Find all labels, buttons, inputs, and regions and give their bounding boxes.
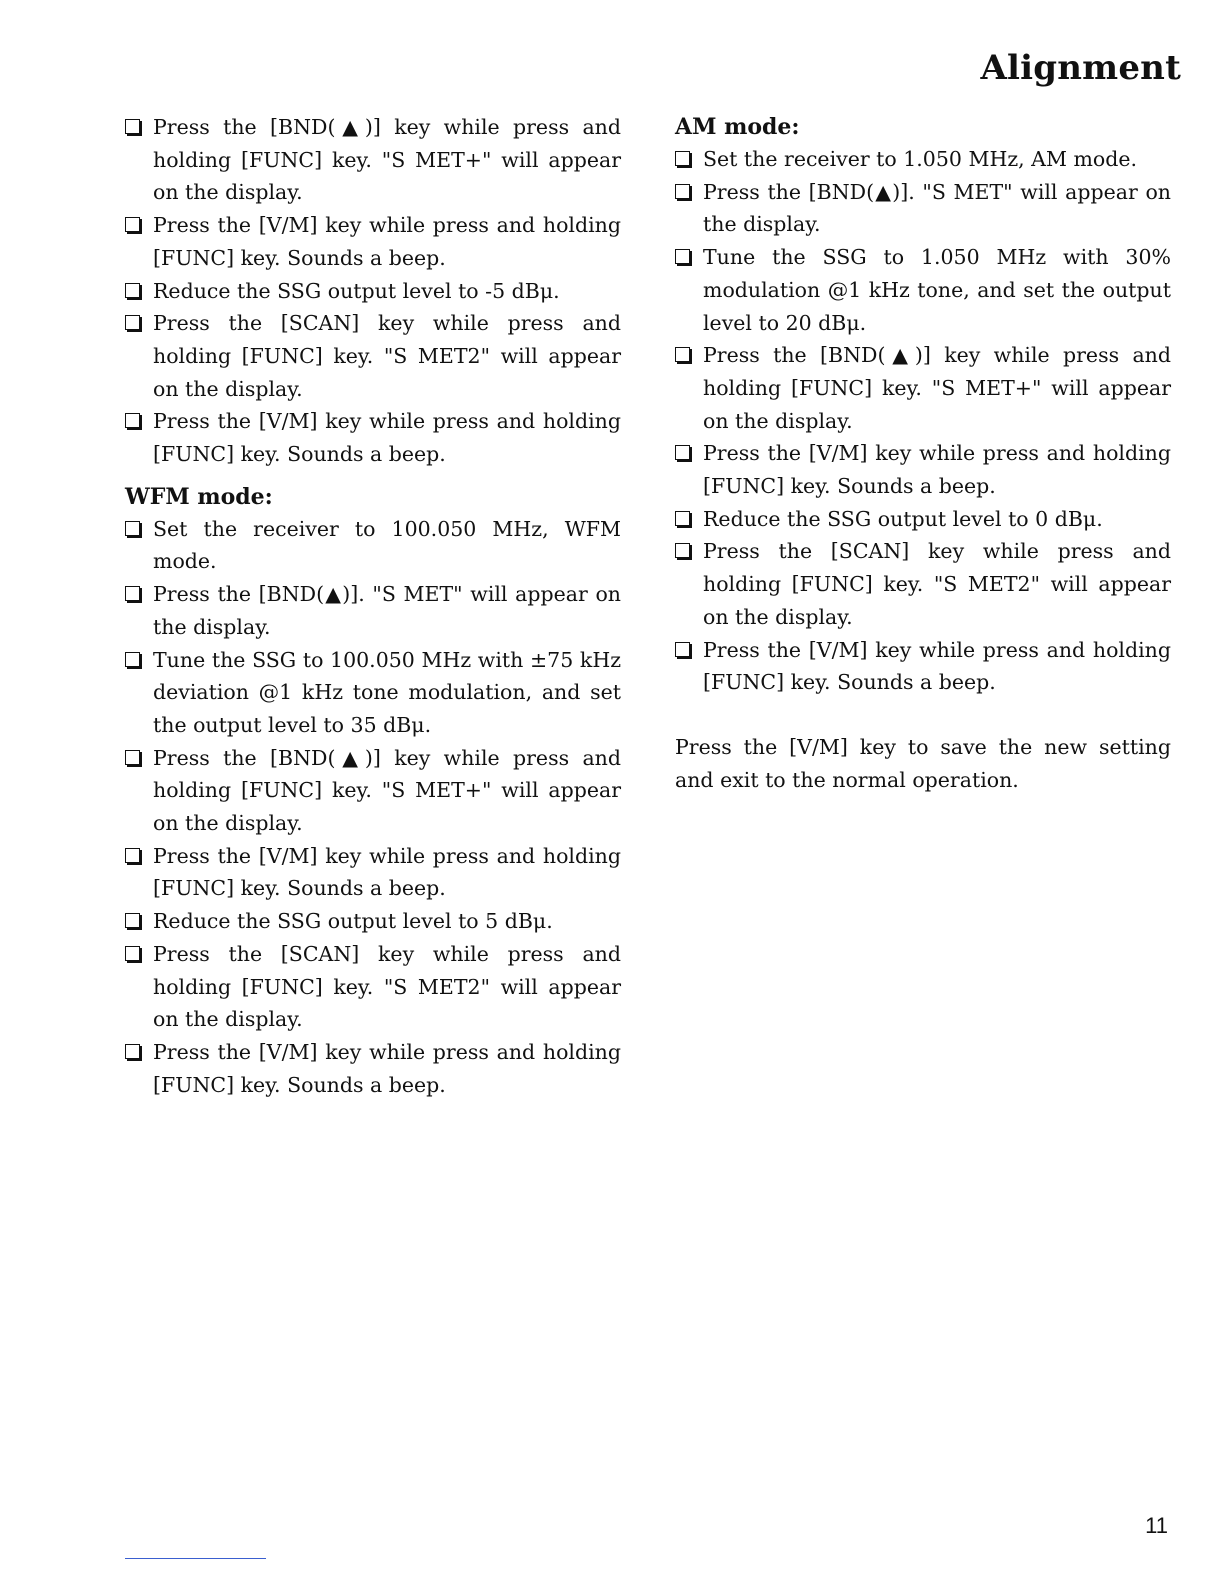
list-item <box>125 840 621 905</box>
list-item <box>125 644 621 742</box>
checkbox-icon <box>125 413 140 428</box>
list-item-text: Press the [BND(▲)] key while press and holding [FUNC] key. "S MET+" will appear on the display. <box>703 343 1171 433</box>
checkbox-icon <box>675 543 690 558</box>
list-item <box>125 209 621 274</box>
list-item-text: Press the [SCAN] key while press and holding [FUNC] key. "S MET2" will appear on the display. <box>153 941 621 1032</box>
checkbox-icon <box>675 249 690 264</box>
list-item <box>125 578 621 643</box>
list-item-text: Press the [V/M] key while press and holding [FUNC] key. Sounds a beep. <box>153 213 621 270</box>
list-item <box>675 339 1171 437</box>
wfm-mode-heading: WFM mode: <box>125 483 273 510</box>
list-item <box>675 535 1171 633</box>
list-item <box>125 1036 621 1101</box>
footnote-separator <box>125 1558 266 1559</box>
checkbox-icon <box>675 642 690 657</box>
checkbox-icon <box>125 913 140 928</box>
checkbox-icon <box>125 521 140 536</box>
list-item <box>675 241 1171 339</box>
list-item <box>125 111 621 209</box>
list-item <box>675 503 1171 536</box>
list-item-text: Reduce the SSG output level to 5 dBμ. <box>153 909 553 934</box>
right-column <box>675 111 1171 796</box>
list-item-text: Press the [BND(▲)] key while press and holding [FUNC] key. "S MET+" will appear on the display. <box>153 745 621 836</box>
list-item-text: Press the [BND(▲)] key while press and holding [FUNC] key. "S MET+" will appear on the display. <box>153 115 621 205</box>
page-number: 11 <box>1145 1513 1168 1538</box>
left-column <box>125 111 621 1101</box>
list-item-text: Set the receiver to 1.050 MHz, AM mode. <box>703 147 1138 171</box>
list-item <box>125 275 621 308</box>
list-item-text: Press the [V/M] key while press and holding [FUNC] key. Sounds a beep. <box>153 409 621 467</box>
am-step-list <box>675 143 1171 699</box>
list-item <box>125 742 621 840</box>
checkbox-icon <box>675 347 690 362</box>
checkbox-icon <box>125 119 140 134</box>
list-item-text: Tune the SSG to 100.050 MHz with ±75 kHz deviation @1 kHz tone modulation, and set the output level to 35 dBμ. <box>153 647 621 737</box>
list-item <box>125 307 621 405</box>
list-item <box>675 634 1171 699</box>
list-item-text: Press the [V/M] key while press and holding [FUNC] key. Sounds a beep. <box>153 1039 621 1097</box>
list-item-text: Press the [V/M] key while press and holding [FUNC] key. Sounds a beep. <box>703 637 1171 695</box>
list-item-text: Set the receiver to 100.050 MHz, WFM mode. <box>153 516 621 574</box>
wfm-step-list <box>125 513 621 1102</box>
checkbox-icon <box>125 1044 140 1059</box>
list-item <box>125 405 621 470</box>
list-item <box>675 143 1171 176</box>
list-item-text: Press the [SCAN] key while press and holding [FUNC] key. "S MET2" will appear on the display. <box>153 311 621 401</box>
checkbox-icon <box>125 652 140 667</box>
page-title: Alignment <box>980 48 1181 88</box>
closing-paragraph: Press the [V/M] key to save the new setting and exit to the normal operation. <box>675 734 1171 792</box>
list-item-text: Reduce the SSG output level to -5 dBμ. <box>153 278 560 303</box>
checkbox-icon <box>675 151 690 166</box>
list-item <box>125 905 621 938</box>
checkbox-icon <box>125 283 140 298</box>
checkbox-icon <box>125 315 140 330</box>
checkbox-icon <box>125 217 140 232</box>
list-item <box>125 938 621 1036</box>
checkbox-icon <box>125 946 140 961</box>
list-item-text: Press the [BND(▲)]. "S MET" will appear on the display. <box>703 179 1171 237</box>
checkbox-icon <box>675 445 690 460</box>
list-item-text: Reduce the SSG output level to 0 dBμ. <box>703 506 1103 531</box>
list-item-text: Tune the SSG to 1.050 MHz with 30% modulation @1 kHz tone, and set the output level to 20 dBμ. <box>703 245 1171 335</box>
list-item-text: Press the [V/M] key while press and holding [FUNC] key. Sounds a beep. <box>153 843 621 901</box>
list-item <box>675 437 1171 502</box>
list-item-text: Press the [SCAN] key while press and holding [FUNC] key. "S MET2" will appear on the display. <box>703 539 1171 629</box>
checkbox-icon <box>125 586 140 601</box>
checkbox-icon <box>125 848 140 863</box>
list-item-text: Press the [BND(▲)]. "S MET" will appear on the display. <box>153 582 621 639</box>
list-item <box>125 513 621 578</box>
checkbox-icon <box>675 184 690 199</box>
list-item <box>675 176 1171 241</box>
checkbox-icon <box>125 750 140 765</box>
left-step-list <box>125 111 621 471</box>
am-mode-heading: AM mode: <box>675 114 800 140</box>
list-item-text: Press the [V/M] key while press and holding [FUNC] key. Sounds a beep. <box>703 441 1171 499</box>
checkbox-icon <box>675 511 690 526</box>
